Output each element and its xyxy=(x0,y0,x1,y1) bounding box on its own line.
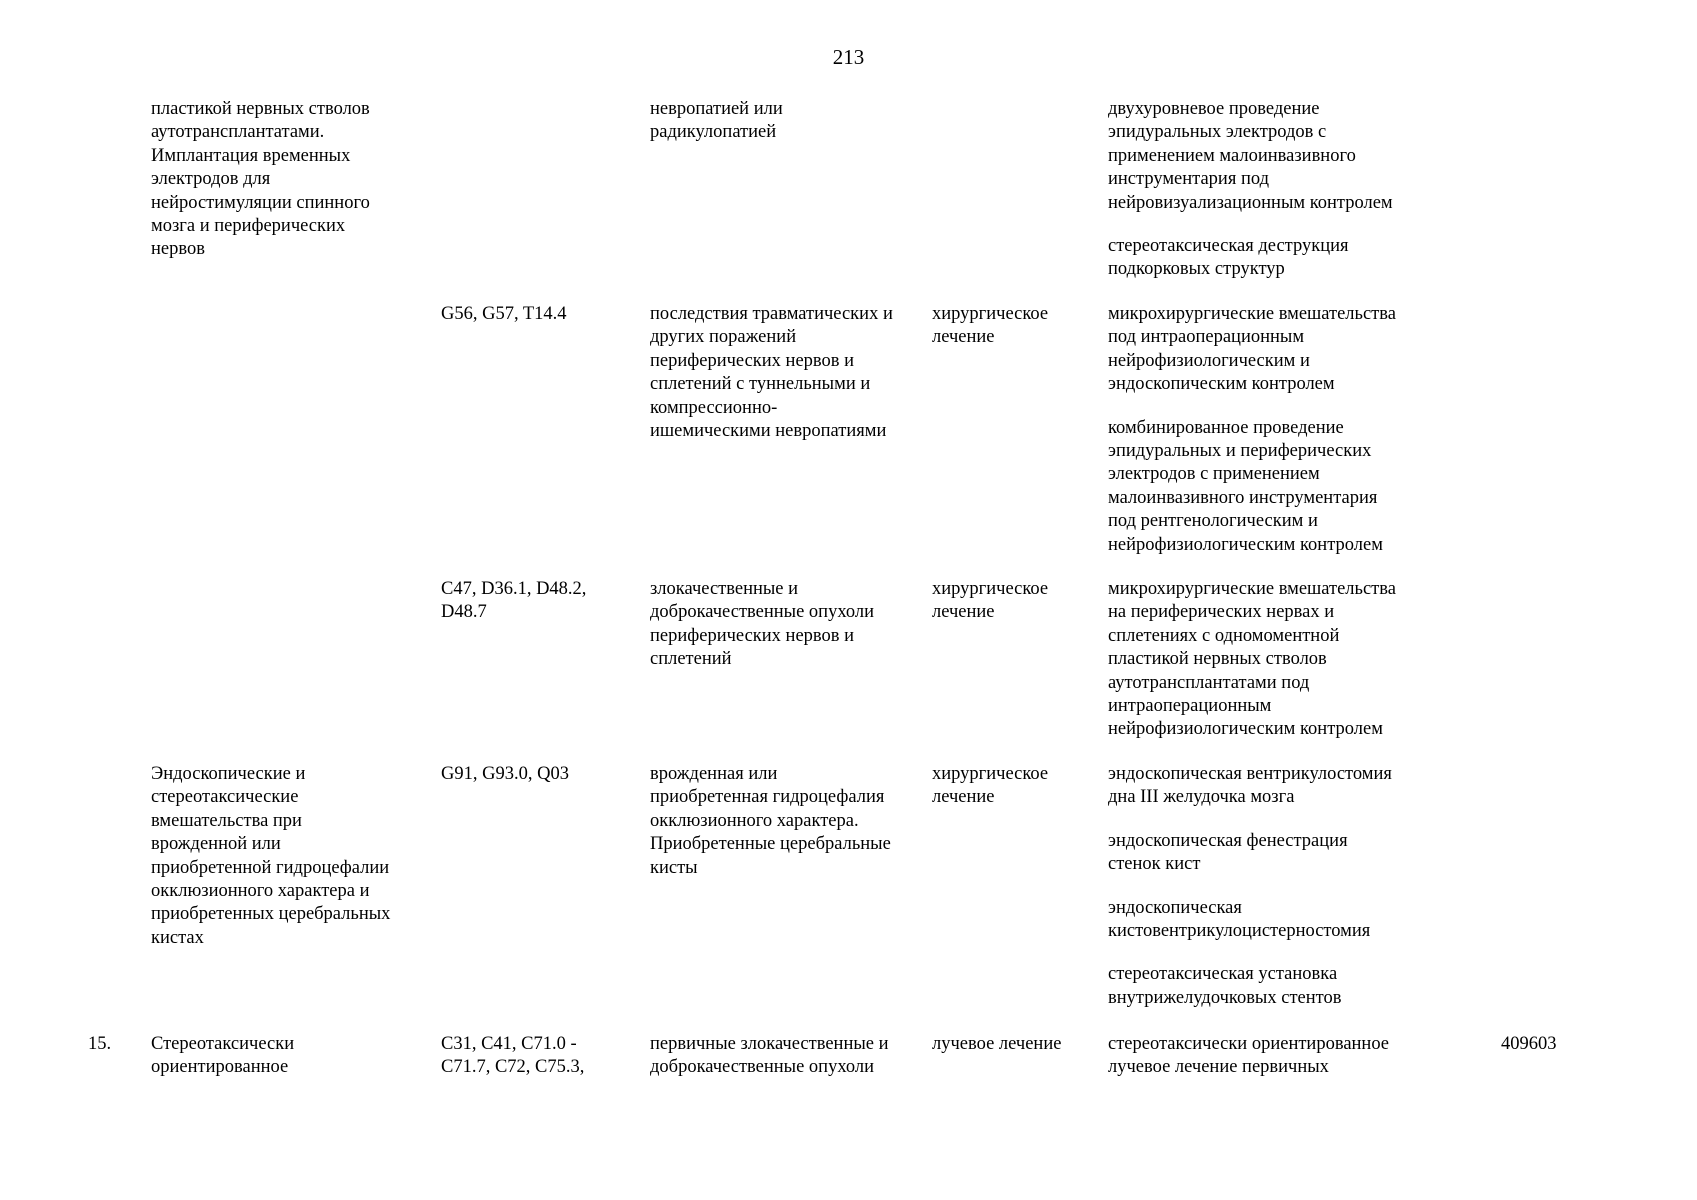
text-line: злокачественные и xyxy=(650,579,799,599)
row-4-treatment-methods xyxy=(1108,763,1392,1010)
text-line: нервов xyxy=(151,239,205,260)
text-line: D48.7 xyxy=(441,602,487,623)
text-line: невропатией или xyxy=(650,99,783,119)
text-line: C71.7, C72, C75.3, xyxy=(441,1057,585,1078)
text-line: 409603 xyxy=(1501,1034,1557,1054)
method-item xyxy=(1108,417,1396,557)
row-4-patient-model xyxy=(650,763,891,880)
text-line: внутрижелудочковых стентов xyxy=(1108,987,1342,1008)
text-line: ишемическими невропатиями xyxy=(650,421,887,442)
text-line: эндоскопическая фенестрация xyxy=(1108,830,1348,851)
text-line: подкорковых структур xyxy=(1108,259,1285,280)
row-2-treatment-type xyxy=(932,303,1048,350)
text-line: стереотаксическая деструкция xyxy=(1108,236,1349,257)
text-line: первичные злокачественные и xyxy=(650,1034,889,1054)
text-line: эпидуральных и периферических xyxy=(1108,441,1372,462)
text-line: 15. xyxy=(88,1034,112,1054)
row-5-icd-codes xyxy=(441,1033,584,1080)
text-line: хирургическое xyxy=(932,579,1049,599)
text-line: сплетений xyxy=(650,649,732,670)
text-line: C47, D36.1, D48.2, xyxy=(441,579,587,599)
text-line: нейростимуляции спинного xyxy=(151,192,370,213)
page-number: 213 xyxy=(832,45,865,69)
text-line: стереотаксические xyxy=(151,787,299,808)
text-line: доброкачественные опухоли xyxy=(650,1057,875,1078)
text-line: периферических нервов и xyxy=(650,625,855,646)
row-4-icd-codes xyxy=(441,763,569,786)
method-item xyxy=(1108,763,1392,810)
text-line: кистовентрикулоцистерностомия xyxy=(1108,921,1371,942)
method-item xyxy=(1108,235,1393,282)
text-line: C31, C41, C71.0 - xyxy=(441,1034,577,1054)
text-line: эндоскопическая вентрикулостомия xyxy=(1108,764,1392,784)
text-line: лечение xyxy=(932,327,995,348)
row-5-method-group-name xyxy=(151,1033,294,1080)
text-line: интраоперационным xyxy=(1108,696,1272,717)
text-line: двухуровневое проведение xyxy=(1108,99,1320,119)
text-line: лучевое лечение первичных xyxy=(1108,1057,1329,1078)
method-item xyxy=(1108,963,1392,1010)
text-line: приобретенная гидроцефалия xyxy=(650,787,885,808)
text-line: электродов для xyxy=(151,169,271,190)
text-line: G91, G93.0, Q03 xyxy=(441,764,569,784)
row-5-treatment-methods xyxy=(1108,1033,1389,1080)
text-line: на периферических нервах и xyxy=(1108,602,1335,623)
text-line: микрохирургические вмешательства xyxy=(1108,304,1396,324)
text-line: под рентгенологическим и xyxy=(1108,511,1318,532)
row-5-item-number xyxy=(88,1033,111,1056)
text-line: мозга и периферических xyxy=(151,216,346,237)
text-line: ориентированное xyxy=(151,1057,289,1078)
text-line: сплетений с туннельными и xyxy=(650,374,871,395)
text-line: Стереотаксически xyxy=(151,1034,295,1054)
text-line: стереотаксически ориентированное xyxy=(1108,1034,1390,1054)
method-item xyxy=(1108,830,1392,877)
row-3-patient-model xyxy=(650,578,874,672)
row-5-patient-model xyxy=(650,1033,889,1080)
row-2-patient-model xyxy=(650,303,893,443)
text-line: других поражений xyxy=(650,327,797,348)
text-line: комбинированное проведение xyxy=(1108,417,1344,438)
row-3-treatment-type xyxy=(932,578,1048,625)
text-line: компрессионно- xyxy=(650,397,778,418)
text-line: G56, G57, T14.4 xyxy=(441,304,567,324)
method-item xyxy=(1108,897,1392,944)
text-line: микрохирургические вмешательства xyxy=(1108,579,1396,599)
text-line: пластикой нервных стволов xyxy=(1108,649,1327,670)
row-2-icd-codes xyxy=(441,303,567,326)
text-line: доброкачественные опухоли xyxy=(650,602,875,623)
text-line: сплетениях с одномоментной xyxy=(1108,625,1340,646)
text-line: применением малоинвазивного xyxy=(1108,145,1356,166)
text-line: врожденной или xyxy=(151,834,281,855)
row-4-treatment-type xyxy=(932,763,1048,810)
text-line: электродов с применением xyxy=(1108,464,1320,485)
row-5-cost xyxy=(1501,1033,1557,1056)
text-line: эпидуральных электродов с xyxy=(1108,122,1327,143)
text-line: лечение xyxy=(932,787,995,808)
text-line: нейрофизиологическим контролем xyxy=(1108,534,1383,555)
text-line: эндоскопическим контролем xyxy=(1108,374,1335,395)
text-line: приобретенной гидроцефалии xyxy=(151,857,390,878)
text-line: хирургическое xyxy=(932,304,1049,324)
text-line: вмешательства при xyxy=(151,810,302,831)
text-line: нейрофизиологическим и xyxy=(1108,350,1310,371)
text-line: окклюзионного характера и xyxy=(151,881,370,902)
row-5-treatment-type xyxy=(932,1033,1061,1056)
text-line: периферических нервов и xyxy=(650,350,855,371)
text-line: инструментария под xyxy=(1108,169,1269,190)
row-4-method-group-name xyxy=(151,763,390,950)
text-line: врожденная или xyxy=(650,764,778,784)
text-line: хирургическое xyxy=(932,764,1049,784)
text-line: стенок кист xyxy=(1108,854,1201,875)
row-2-treatment-methods xyxy=(1108,303,1396,557)
text-line: малоинвазивного инструментария xyxy=(1108,487,1378,508)
text-line: последствия травматических и xyxy=(650,304,893,324)
text-line: Имплантация временных xyxy=(151,145,351,166)
text-line: лучевое лечение xyxy=(932,1034,1062,1054)
text-line: эндоскопическая xyxy=(1108,897,1242,918)
method-item xyxy=(1108,1033,1389,1080)
text-line: Приобретенные церебральные xyxy=(650,834,891,855)
text-line: Эндоскопические и xyxy=(151,764,306,784)
method-item xyxy=(1108,578,1396,742)
row-1-patient-model xyxy=(650,98,783,145)
text-line: нейровизуализационным контролем xyxy=(1108,192,1393,213)
text-line: аутотрансплантатами под xyxy=(1108,672,1310,693)
row-3-treatment-methods xyxy=(1108,578,1396,742)
text-line: аутотрансплантатами. xyxy=(151,122,325,143)
row-3-icd-codes xyxy=(441,578,586,625)
method-item xyxy=(1108,98,1393,215)
text-line: окклюзионного характера. xyxy=(650,810,859,831)
text-line: дна III желудочка мозга xyxy=(1108,787,1295,808)
text-line: нейрофизиологическим контролем xyxy=(1108,719,1383,740)
text-line: лечение xyxy=(932,602,995,623)
method-item xyxy=(1108,303,1396,397)
row-1-method-group-name xyxy=(151,98,370,262)
text-line: кистах xyxy=(151,927,204,948)
text-line: кисты xyxy=(650,857,698,878)
text-line: приобретенных церебральных xyxy=(151,904,391,925)
text-line: под интраоперационным xyxy=(1108,327,1305,348)
row-1-treatment-methods xyxy=(1108,98,1393,282)
text-line: пластикой нервных стволов xyxy=(151,99,370,119)
text-line: радикулопатией xyxy=(650,122,777,143)
text-line: стереотаксическая установка xyxy=(1108,964,1338,985)
